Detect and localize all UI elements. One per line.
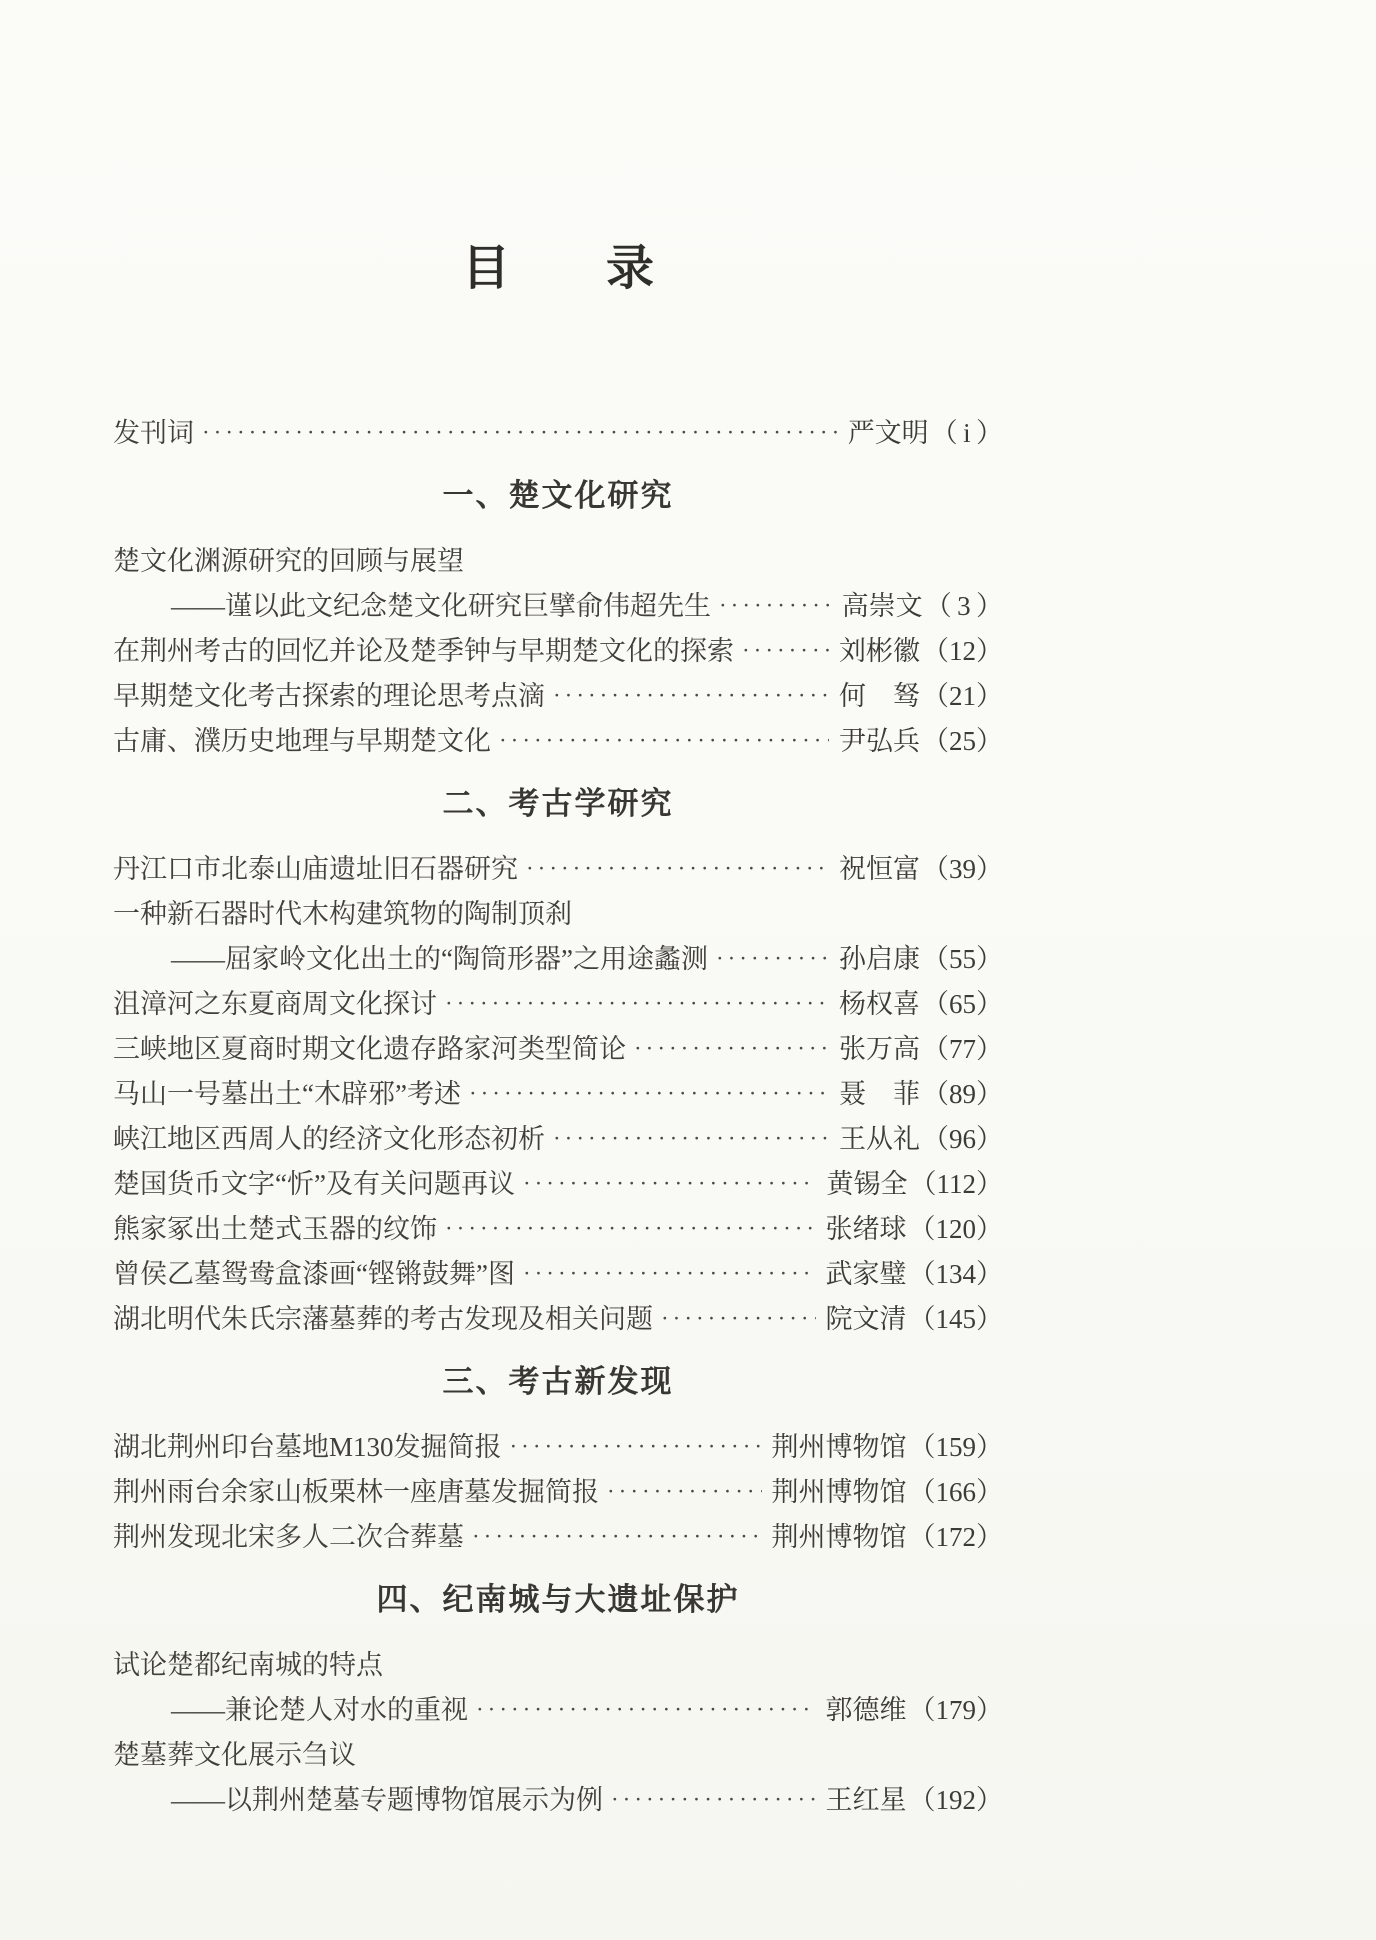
author-name: 院文清	[825, 1304, 907, 1334]
page-number: （179）	[908, 1695, 1003, 1725]
entry-author-page	[826, 1259, 1004, 1289]
page-number: （21）	[922, 681, 1003, 711]
entry-title: ——以荆州楚墓专题博物馆展示为例	[171, 1785, 603, 1815]
page-number: （159）	[908, 1432, 1003, 1462]
entry-title: 峡江地区西周人的经济文化形态初析	[113, 1124, 545, 1154]
dot-leader	[499, 727, 829, 755]
entry-title: 三峡地区夏商时期文化遗存路家河类型简论	[113, 1034, 626, 1064]
page-number: （89）	[922, 1079, 1003, 1109]
dot-leader	[523, 1170, 817, 1198]
entry-author-page	[839, 726, 1003, 756]
toc-entry-row	[113, 1304, 1003, 1334]
dot-leader	[553, 682, 829, 710]
entry-author-page	[839, 854, 1003, 884]
author-name: 尹弘兵	[839, 726, 920, 756]
toc-entry-row	[113, 854, 1003, 884]
author-name: 荆州博物馆	[771, 1522, 907, 1552]
toc-entry-row	[113, 681, 1003, 711]
toc-page	[113, 0, 1003, 1815]
toc-entry-row	[113, 1650, 1003, 1680]
dot-leader	[661, 1305, 816, 1333]
section-heading: 一、楚文化研究	[442, 478, 674, 513]
page-number: （166）	[908, 1477, 1003, 1507]
entry-author-page	[827, 1169, 1004, 1199]
page-number: （120）	[908, 1214, 1003, 1244]
entry-title: 楚国货币文字“忻”及有关问题再议	[113, 1169, 515, 1199]
dot-leader	[742, 637, 829, 665]
toc-entry-row	[113, 1740, 1003, 1770]
entry-title: ——谨以此文纪念楚文化研究巨擘俞伟超先生	[171, 591, 711, 621]
entry-title: 荆州雨台余家山板栗林一座唐墓发掘简报	[113, 1477, 599, 1507]
dot-leader	[472, 1523, 762, 1551]
entry-title: 沮漳河之东夏商周文化探讨	[113, 989, 437, 1019]
section-heading: 三、考古新发现	[442, 1364, 674, 1399]
entry-title: 楚墓葬文化展示刍议	[113, 1740, 356, 1770]
dot-leader	[510, 1433, 762, 1461]
dot-leader	[634, 1035, 829, 1063]
author-name: 严文明	[847, 418, 929, 448]
entry-title: 发刊词	[113, 418, 194, 448]
dot-leader	[716, 945, 829, 973]
toc-entry-row	[113, 636, 1003, 666]
author-name: 荆州博物馆	[771, 1432, 907, 1462]
entry-author-page	[826, 1304, 1004, 1334]
toc-entry-row	[113, 591, 1003, 621]
author-name: 杨权喜	[839, 989, 920, 1019]
entry-title: 在荆州考古的回忆并论及楚季钟与早期楚文化的探索	[113, 636, 734, 666]
entry-author-page	[826, 1785, 1004, 1815]
entry-author-page	[848, 418, 1003, 448]
page-number: （55）	[922, 944, 1003, 974]
dot-leader	[719, 592, 832, 620]
dot-leader	[611, 1786, 816, 1814]
toc-entry-row	[113, 1259, 1003, 1289]
toc-entry-row	[113, 418, 1003, 448]
entry-author-page	[839, 1079, 1003, 1109]
author-name: 聂 菲	[839, 1079, 920, 1109]
author-name: 祝恒富	[839, 854, 920, 884]
entry-title: 丹江口市北泰山庙遗址旧石器研究	[113, 854, 518, 884]
toc-entry-row	[113, 1034, 1003, 1064]
toc-entry-row	[113, 1695, 1003, 1725]
author-name: 高崇文	[841, 591, 923, 621]
entry-title: 楚文化渊源研究的回顾与展望	[113, 546, 464, 576]
page-number: （112）	[909, 1169, 1003, 1199]
toc-entry-row	[113, 1214, 1003, 1244]
entry-author-page	[826, 1214, 1004, 1244]
toc-list	[113, 418, 1003, 1815]
entry-title: 古庸、濮历史地理与早期楚文化	[113, 726, 491, 756]
page-number: （96）	[922, 1124, 1003, 1154]
page-number: （145）	[908, 1304, 1003, 1334]
toc-entry-row	[113, 1785, 1003, 1815]
page-number: （172）	[908, 1522, 1003, 1552]
toc-entry-row	[113, 1079, 1003, 1109]
entry-title: 湖北荆州印台墓地M130发掘简报	[113, 1432, 502, 1462]
entry-author-page	[839, 944, 1003, 974]
dot-leader	[469, 1080, 829, 1108]
entry-title: 马山一号墓出土“木辟邪”考述	[113, 1079, 461, 1109]
page-number: （ i ）	[930, 418, 1003, 448]
dot-leader	[202, 419, 838, 447]
entry-title: 曾侯乙墓鸳鸯盒漆画“铿锵鼓舞”图	[113, 1259, 515, 1289]
dot-leader	[445, 990, 829, 1018]
author-name: 张万高	[839, 1034, 920, 1064]
dot-leader	[476, 1696, 816, 1724]
toc-entry-row	[113, 989, 1003, 1019]
toc-entry-row	[113, 1169, 1003, 1199]
entry-author-page	[826, 1695, 1004, 1725]
dot-leader	[553, 1125, 829, 1153]
author-name: 郭德维	[825, 1695, 907, 1725]
section-heading: 四、纪南城与大遗址保护	[376, 1582, 740, 1617]
section-heading: 二、考古学研究	[442, 786, 674, 821]
toc-entry-row	[113, 899, 1003, 929]
author-name: 张绪球	[825, 1214, 907, 1244]
author-name: 刘彬徽	[839, 636, 920, 666]
toc-entry-row	[113, 1124, 1003, 1154]
entry-title: 熊家冢出土楚式玉器的纹饰	[113, 1214, 437, 1244]
entry-author-page	[839, 636, 1003, 666]
toc-entry-row	[113, 944, 1003, 974]
author-name: 孙启康	[839, 944, 920, 974]
entry-author-page	[842, 591, 1003, 621]
dot-leader	[526, 855, 829, 883]
page-number: （25）	[922, 726, 1003, 756]
page-number: （192）	[908, 1785, 1003, 1815]
author-name: 武家璧	[825, 1259, 907, 1289]
entry-title: ——兼论楚人对水的重视	[171, 1695, 468, 1725]
dot-leader	[523, 1260, 816, 1288]
dot-leader	[607, 1478, 762, 1506]
page-number: （ 3 ）	[924, 591, 1003, 621]
entry-title: ——屈家岭文化出土的“陶筒形器”之用途蠡测	[171, 944, 708, 974]
toc-entry-row	[113, 1432, 1003, 1462]
entry-title: 湖北明代朱氏宗藩墓葬的考古发现及相关问题	[113, 1304, 653, 1334]
entry-author-page	[772, 1477, 1004, 1507]
entry-author-page	[772, 1432, 1004, 1462]
author-name: 何 驽	[839, 681, 920, 711]
toc-entry-row	[113, 546, 1003, 576]
page-number: （134）	[908, 1259, 1003, 1289]
entry-author-page	[839, 1034, 1003, 1064]
author-name: 王红星	[825, 1785, 907, 1815]
author-name: 荆州博物馆	[771, 1477, 907, 1507]
toc-entry-row	[113, 726, 1003, 756]
entry-title: 一种新石器时代木构建筑物的陶制顶刹	[113, 899, 572, 929]
page-number: （39）	[922, 854, 1003, 884]
toc-entry-row	[113, 1477, 1003, 1507]
entry-title: 荆州发现北宋多人二次合葬墓	[113, 1522, 464, 1552]
entry-author-page	[839, 989, 1003, 1019]
entry-author-page	[839, 1124, 1003, 1154]
entry-author-page	[839, 681, 1003, 711]
page-title: 目 录	[461, 242, 654, 295]
page-number: （65）	[922, 989, 1003, 1019]
page-number: （12）	[922, 636, 1003, 666]
page-number: （77）	[922, 1034, 1003, 1064]
entry-title: 早期楚文化考古探索的理论思考点滴	[113, 681, 545, 711]
author-name: 王从礼	[839, 1124, 920, 1154]
entry-author-page	[772, 1522, 1004, 1552]
dot-leader	[445, 1215, 816, 1243]
entry-title: 试论楚都纪南城的特点	[113, 1650, 383, 1680]
author-name: 黄锡全	[826, 1169, 908, 1199]
toc-entry-row	[113, 1522, 1003, 1552]
